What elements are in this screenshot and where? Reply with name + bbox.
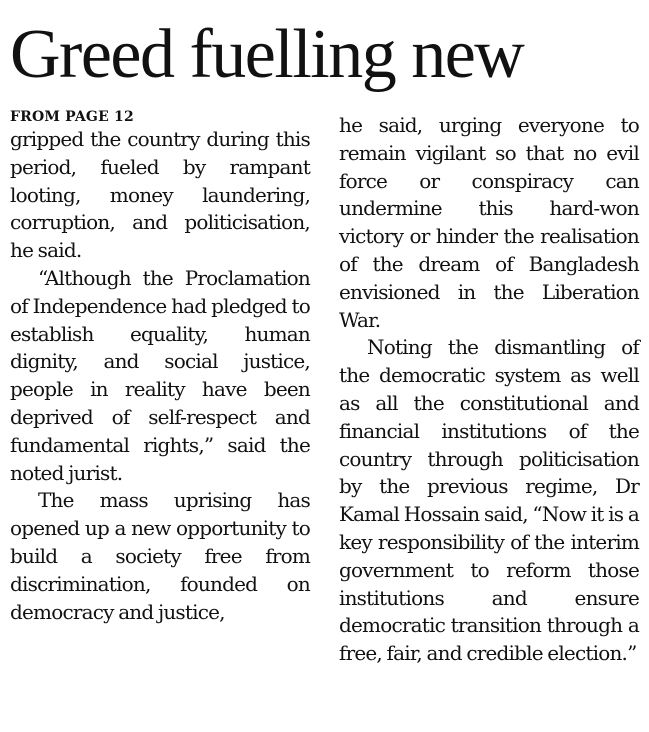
paragraph-left-2: “Although the Proclamation of Independence had pledged to establish equality, human dignity, and social justice, people in reality have been deprived of self-respect and fundamental rights,” said the noted jurist.	[10, 265, 310, 485]
paragraph-left-3: The mass uprising has opened up a new opportunity to build a society free from discrimination, founded on democracy and justice,	[10, 488, 310, 624]
article-column-left	[10, 108, 310, 626]
paragraph-right-1: he said, urging everyone to remain vigilant so that no evil force or conspiracy can undermine this hard-won victory or hinder the realisation of the dream of Bangladesh envisioned in the Liberation War.	[339, 113, 639, 332]
headline: Greed fuelling new	[10, 16, 524, 93]
paragraph-right-2: Noting the dismantling of the democratic system as well as all the constitutional and financial institutions of the country through politicisation by the previous regime, Dr Kamal Hossain said, “Now it is a key responsibility of the interim government to reform those institutions and ensure democratic transition through a free, fair, and credible election.”	[339, 335, 639, 666]
article-column-right	[339, 112, 639, 668]
jump-label: FROM PAGE 12	[10, 109, 134, 125]
paragraph-left-1: gripped the country during this period, fueled by rampant looting, money laundering, corruption, and politicisation, he said.	[10, 127, 310, 263]
